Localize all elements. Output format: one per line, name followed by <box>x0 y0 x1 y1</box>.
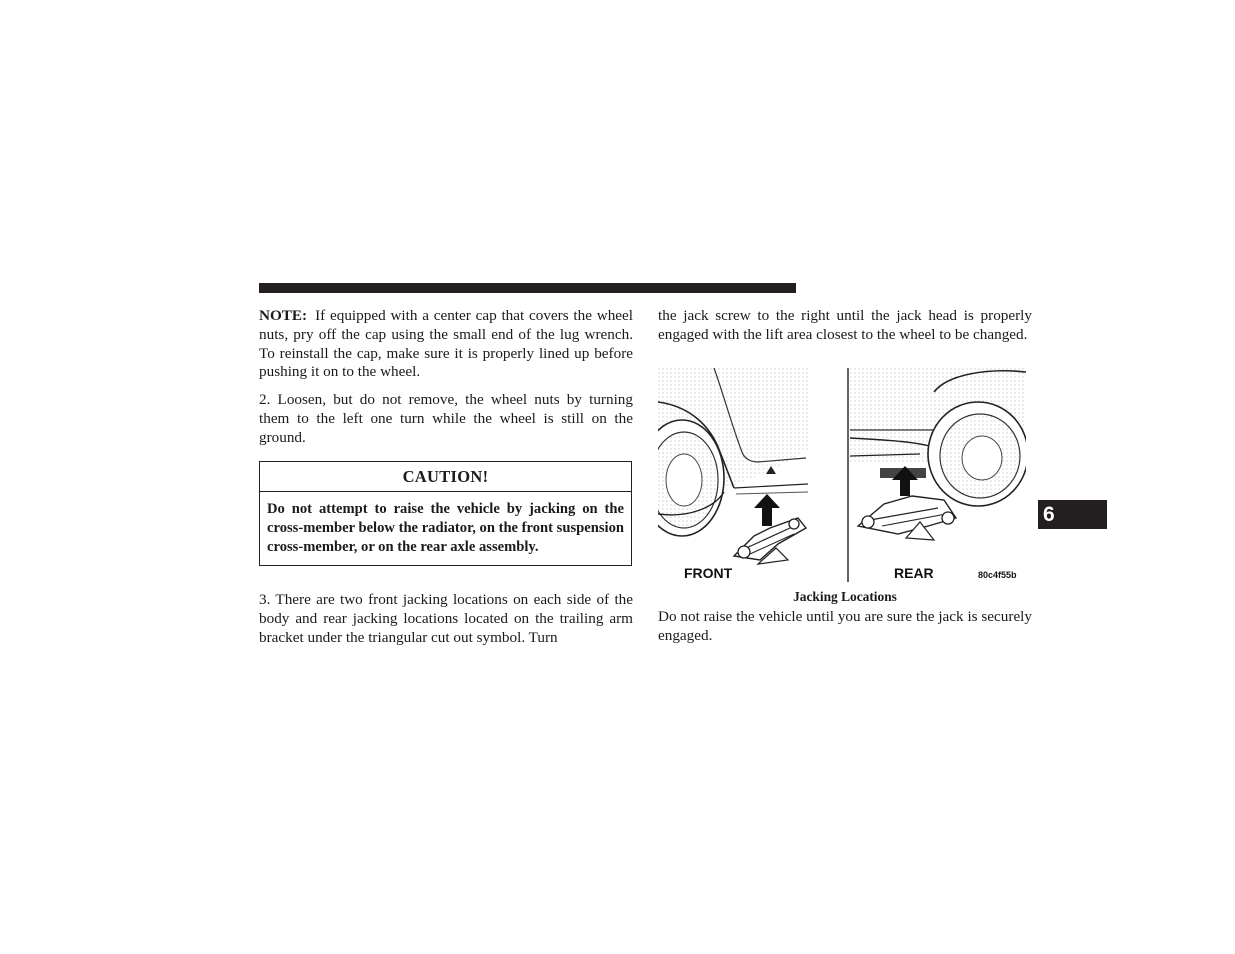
note-text: If equipped with a center cap that covers the wheel nuts, pry off the cap using the small end of the lug wrench. To reinstall the cap, make sure it is properly lined up before pushing it on to the wheel. <box>259 307 633 381</box>
figure-caption: Jacking Locations <box>793 589 897 604</box>
left-column <box>259 307 633 448</box>
note-label: NOTE: <box>259 307 308 324</box>
header-rule <box>259 283 796 293</box>
continued-paragraph: the jack screw to the right until the jack head is properly engaged with the lift area closest to the wheel to be changed. <box>658 307 1032 343</box>
jacking-illustration <box>658 368 1026 582</box>
front-panel <box>658 368 808 581</box>
after-figure-paragraph: Do not raise the vehicle until you are sure the jack is securely engaged. <box>658 608 1032 644</box>
rear-label: REAR <box>894 565 934 581</box>
rear-panel <box>850 368 1026 581</box>
caution-box <box>259 461 632 566</box>
figure-code: 80c4f55b <box>978 570 1017 580</box>
step-3-paragraph: 3. There are two front jacking locations on each side of the body and rear jacking locations located on the trailing arm bracket under the triangular cut out symbol. Turn <box>259 591 633 646</box>
right-column <box>658 307 1032 345</box>
note-paragraph <box>259 307 633 382</box>
caution-title: CAUTION! <box>260 462 631 492</box>
front-label: FRONT <box>684 565 733 581</box>
jacking-locations-figure <box>658 368 1026 582</box>
section-tab: 6 <box>1038 500 1107 529</box>
step-2-paragraph: 2. Loosen, but do not remove, the wheel nuts by turning them to the left one turn while the wheel is still on the ground. <box>259 391 633 446</box>
caution-text: Do not attempt to raise the vehicle by jacking on the cross-member below the radiator, on the front suspension cross-member, or on the rear axle assembly. <box>267 501 625 555</box>
